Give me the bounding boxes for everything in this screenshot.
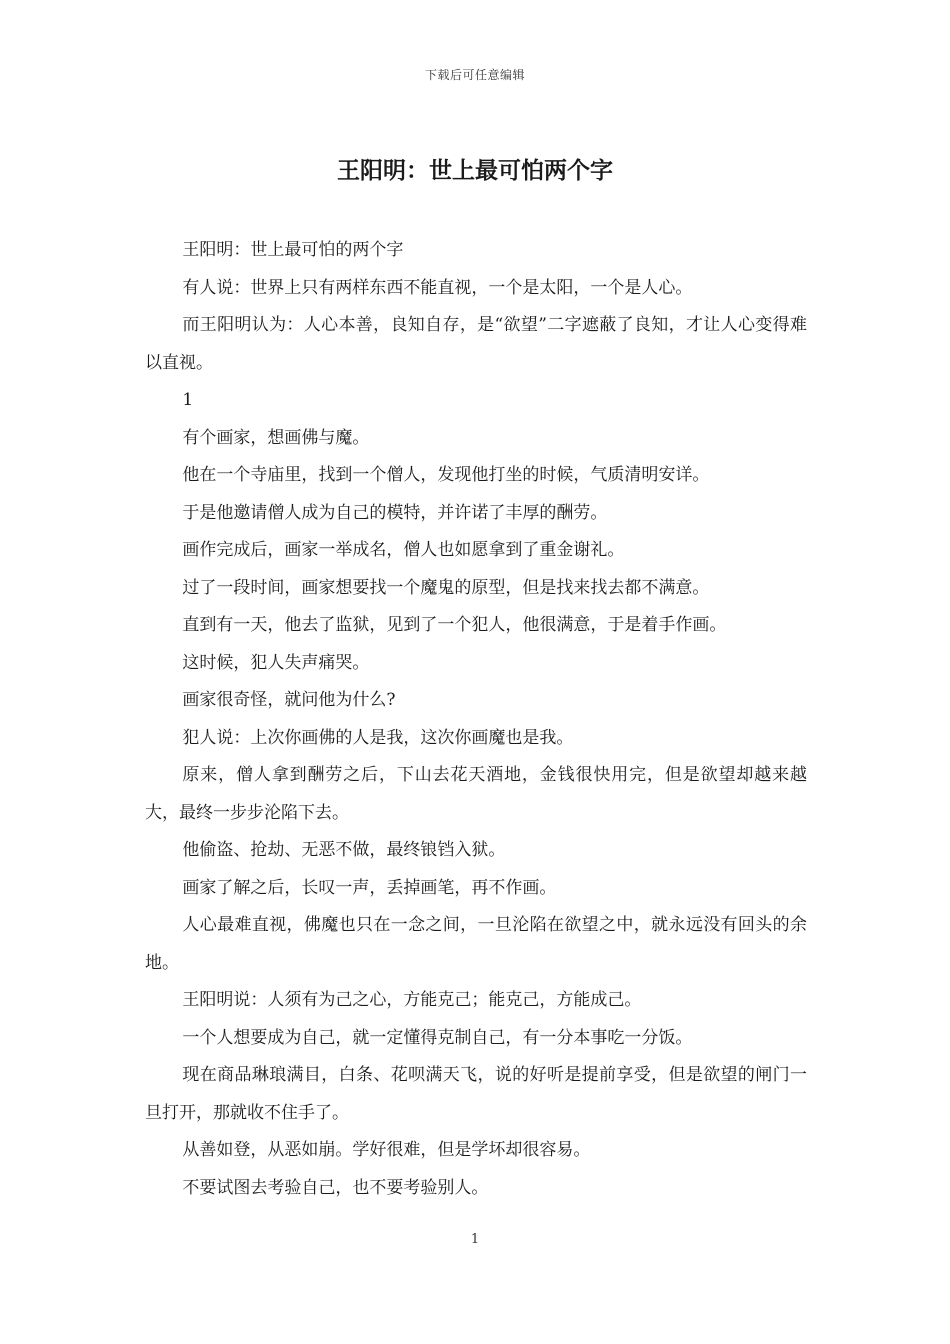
document-title: 王阳明：世上最可怕两个字 xyxy=(337,157,613,184)
paragraph: 而王阳明认为：人心本善，良知自存，是“欲望”二字遮蔽了良知，才让人心变得难以直视。 xyxy=(145,315,807,373)
page-header-note: 下载后可任意编辑 xyxy=(424,68,525,82)
paragraph: 现在商品琳琅满目，白条、花呗满天飞，说的好听是提前享受，但是欲望的闸门一旦打开，那就收不住手了。 xyxy=(145,1065,807,1123)
paragraph: 直到有一天，他去了监狱，见到了一个犯人，他很满意，于是着手作画。 xyxy=(182,615,727,635)
paragraph: 他偷盗、抢劫、无恶不做，最终锒铛入狱。 xyxy=(182,840,506,860)
paragraph: 犯人说：上次你画佛的人是我，这次你画魔也是我。 xyxy=(182,727,574,748)
document-body xyxy=(145,232,807,1207)
paragraph: 过了一段时间，画家想要找一个魔鬼的原型，但是找来找去都不满意。 xyxy=(182,577,710,598)
paragraph: 于是他邀请僧人成为自己的模特，并许诺了丰厚的酬劳。 xyxy=(182,502,608,523)
paragraph: 画作完成后，画家一举成名，僧人也如愿拿到了重金谢礼。 xyxy=(182,540,625,560)
paragraph: 王阳明：世上最可怕的两个字 xyxy=(182,240,404,260)
page-number: 1 xyxy=(470,1232,480,1247)
paragraph: 原来，僧人拿到酬劳之后，下山去花天酒地，金钱很快用完，但是欲望却越来越大，最终一步步沦陷下去。 xyxy=(145,765,807,823)
paragraph: 画家很奇怪，就问他为什么? xyxy=(182,690,396,710)
section-number: 1 xyxy=(182,390,194,410)
paragraph: 人心最难直视，佛魔也只在一念之间，一旦沦陷在欲望之中，就永远没有回头的余地。 xyxy=(145,915,807,973)
paragraph: 画家了解之后，长叹一声，丢掉画笔，再不作画。 xyxy=(182,877,557,898)
paragraph: 从善如登，从恶如崩。学好很难，但是学坏却很容易。 xyxy=(182,1140,591,1160)
paragraph: 他在一个寺庙里，找到一个僧人，发现他打坐的时候，气质清明安详。 xyxy=(182,465,710,485)
paragraph: 一个人想要成为自己，就一定懂得克制自己，有一分本事吃一分饭。 xyxy=(182,1027,693,1048)
paragraph: 王阳明说：人须有为己之心，方能克己；能克己，方能成己。 xyxy=(182,990,642,1010)
paragraph: 这时候，犯人失声痛哭。 xyxy=(182,652,370,673)
paragraph: 有个画家，想画佛与魔。 xyxy=(182,427,370,448)
paragraph: 不要试图去考验自己，也不要考验别人。 xyxy=(182,1177,489,1198)
paragraph: 有人说：世界上只有两样东西不能直视，一个是太阳，一个是人心。 xyxy=(182,277,693,298)
